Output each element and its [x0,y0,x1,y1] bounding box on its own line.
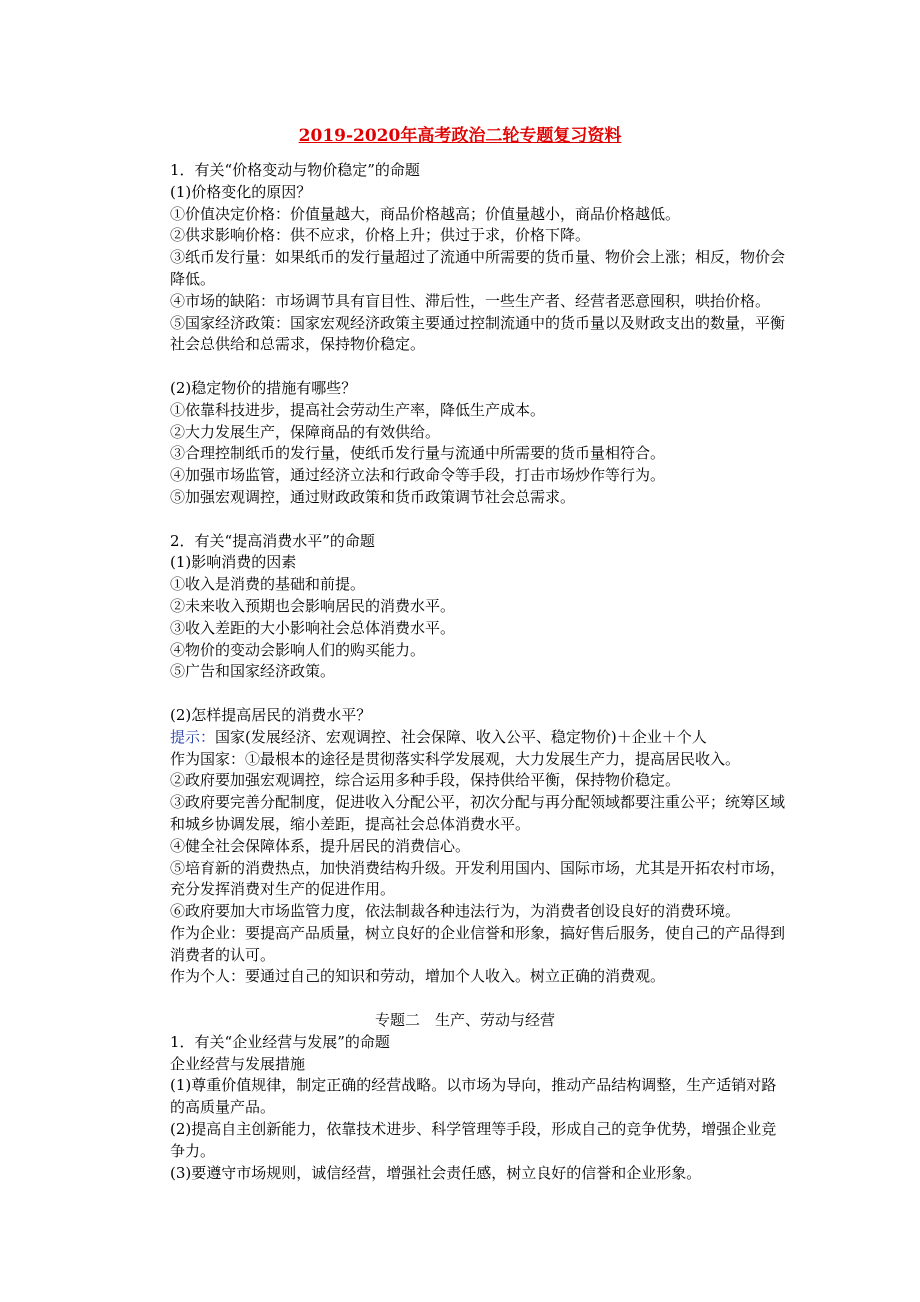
document-title: 2019-2020年高考政治二轮专题复习资料 [298,126,622,146]
paragraph: ①依靠科技进步，提高社会劳动生产率，降低生产成本。 [170,400,546,419]
hint-text: 国家(发展经济、宏观调控、社会保障、收入公平、稳定物价)＋企业＋个人 [215,727,707,746]
paragraph: ⑤国家经济政策：国家宏观经济政策主要通过控制流通中的货币量以及财政支出的数量，平衡社会总供给和总需求，保持物价稳定。 [170,313,786,354]
question: (2)怎样提高居民的消费水平？ [170,705,372,724]
paragraph: ③收入差距的大小影响社会总体消费水平。 [170,618,456,637]
paragraph: 作为个人：要通过自己的知识和劳动，增加个人收入。树立正确的消费观。 [170,967,666,986]
question: (2)稳定物价的措施有哪些？ [170,378,357,397]
paragraph: ③合理控制纸币的发行量，使纸币发行量与流通中所需要的货币量相符合。 [170,444,666,463]
paragraph: ④加强市场监管，通过经济立法和行政命令等手段，打击市场炒作等行为。 [170,466,666,485]
paragraph: ④市场的缺陷：市场调节具有盲目性、滞后性，一些生产者、经营者恶意囤积，哄抬价格。 [170,291,771,310]
paragraph: ①收入是消费的基础和前提。 [170,575,366,594]
topic-heading: 专题二 生产、劳动与经营 [374,1011,555,1030]
paragraph: ②未来收入预期也会影响居民的消费水平。 [170,596,456,615]
paragraph: ③纸币发行量：如果纸币的发行量超过了流通中所需要的货币量、物价会上涨；相反，物价会降低。 [170,248,786,288]
paragraph: ①价值决定价格：价值量越大，商品价格越高；价值量越小，商品价格越低。 [170,204,681,223]
paragraph: ②供求影响价格：供不应求，价格上升；供过于求，价格下降。 [170,226,591,245]
paragraph: ②政府要加强宏观调控，综合运用多种手段，保持供给平衡，保持物价稳定。 [170,771,681,790]
paragraph: ⑤培育新的消费热点，加快消费结构升级。开发利用国内、国际市场，尤其是开拓农村市场，充分发挥消费对生产的促进作用。 [170,858,786,899]
paragraph: (1)尊重价值规律，制定正确的经营战略。以市场为导向，推动产品结构调整，生产适销对路的高质量产品。 [170,1076,777,1117]
subheading: 企业经营与发展措施 [170,1054,306,1073]
paragraph: ⑤加强宏观调控，通过财政政策和货币政策调节社会总需求。 [170,487,576,506]
paragraph: ③政府要完善分配制度，促进收入分配公平，初次分配与再分配领域都要注重公平；统筹区域和城乡协调发展，缩小差距，提高社会总体消费水平。 [170,793,786,833]
paragraph: 作为国家：①最根本的途径是贯彻落实科学发展观，大力发展生产力，提高居民收入。 [170,749,741,768]
question: (1)影响消费的因素 [170,553,297,572]
paragraph: ⑥政府要加大市场监管力度，依法制裁各种违法行为，为消费者创设良好的消费环境。 [170,902,741,921]
hint-line [140,727,790,749]
section-heading: 1．有关“价格变动与物价稳定”的命题 [170,161,420,179]
question: (1)价格变化的原因？ [170,182,312,201]
section-heading: 1．有关“企业经营与发展”的命题 [170,1032,390,1051]
section-heading: 2．有关“提高消费水平”的命题 [170,531,375,550]
hint-label: 提示： [170,727,216,746]
paragraph: ②大力发展生产，保障商品的有效供给。 [170,422,441,441]
paragraph: ④健全社会保障体系，提升居民的消费信心。 [170,836,471,855]
paragraph: 作为企业：要提高产品质量，树立良好的企业信誉和形象，搞好售后服务，使自己的产品得到消费者的认可。 [170,923,786,964]
document-body [140,160,790,1184]
paragraph: ⑤广告和国家经济政策。 [170,662,336,681]
paragraph: (2)提高自主创新能力，依靠技术进步、科学管理等手段，形成自己的竞争优势，增强企业竞争力。 [170,1120,777,1160]
paragraph: (3)要遵守市场规则，诚信经营，增强社会责任感，树立良好的信誉和企业形象。 [170,1163,702,1182]
paragraph: ④物价的变动会影响人们的购买能力。 [170,640,426,659]
